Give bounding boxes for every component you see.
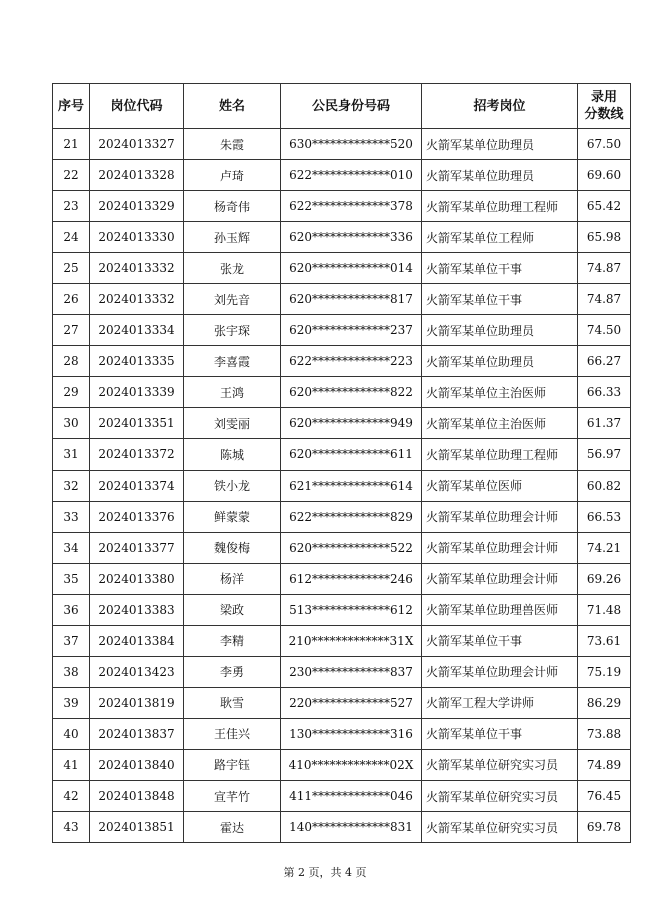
- cell-name: 耿雪: [184, 687, 281, 718]
- cell-score: 60.82: [578, 470, 631, 501]
- cell-position: 火箭军某单位干事: [422, 284, 578, 315]
- cell-name: 鲜蒙蒙: [184, 501, 281, 532]
- cell-name: 宣芊竹: [184, 780, 281, 811]
- table-row: [53, 222, 631, 253]
- table-row: [53, 594, 631, 625]
- cell-score: 74.87: [578, 284, 631, 315]
- table-row: [53, 439, 631, 470]
- cell-score: 56.97: [578, 439, 631, 470]
- cell-name: 李喜霞: [184, 346, 281, 377]
- cell-position: 火箭军某单位助理兽医师: [422, 594, 578, 625]
- cell-post-code: 2024013334: [90, 315, 184, 346]
- header-score-line2: 分数线: [584, 107, 624, 122]
- cell-position: 火箭军某单位助理会计师: [422, 656, 578, 687]
- page-footer: 第 2 页，共 4 页: [283, 866, 367, 879]
- cell-id-number: 622*************378: [281, 191, 422, 222]
- cell-name: 杨洋: [184, 563, 281, 594]
- cell-score: 69.26: [578, 563, 631, 594]
- table-row: [53, 377, 631, 408]
- cell-position: 火箭军某单位研究实习员: [422, 749, 578, 780]
- cell-score: 65.42: [578, 191, 631, 222]
- cell-seq: 42: [53, 780, 90, 811]
- cell-score: 66.33: [578, 377, 631, 408]
- cell-id-number: 620*************822: [281, 377, 422, 408]
- cell-position: 火箭军某单位助理会计师: [422, 501, 578, 532]
- cell-post-code: 2024013372: [90, 439, 184, 470]
- table-row: [53, 160, 631, 191]
- cell-name: 铁小龙: [184, 470, 281, 501]
- cell-id-number: 230*************837: [281, 656, 422, 687]
- cell-name: 张龙: [184, 253, 281, 284]
- cell-name: 卢琦: [184, 160, 281, 191]
- cell-id-number: 140*************831: [281, 812, 422, 843]
- cell-seq: 40: [53, 718, 90, 749]
- cell-id-number: 620*************522: [281, 532, 422, 563]
- table-row: [53, 656, 631, 687]
- cell-post-code: 2024013380: [90, 563, 184, 594]
- cell-position: 火箭军某单位助理员: [422, 315, 578, 346]
- header-position: 招考岗位: [422, 84, 578, 129]
- cell-seq: 26: [53, 284, 90, 315]
- cell-post-code: 2024013339: [90, 377, 184, 408]
- header-id-number: 公民身份号码: [281, 84, 422, 129]
- cell-post-code: 2024013384: [90, 625, 184, 656]
- cell-score: 86.29: [578, 687, 631, 718]
- cell-score: 74.50: [578, 315, 631, 346]
- cell-score: 73.88: [578, 718, 631, 749]
- cell-seq: 37: [53, 625, 90, 656]
- cell-id-number: 620*************611: [281, 439, 422, 470]
- cell-id-number: 630*************520: [281, 129, 422, 160]
- header-score: [578, 84, 631, 129]
- table-row: [53, 408, 631, 439]
- cell-id-number: 622*************223: [281, 346, 422, 377]
- cell-id-number: 620*************336: [281, 222, 422, 253]
- table-row: [53, 346, 631, 377]
- cell-id-number: 620*************014: [281, 253, 422, 284]
- cell-post-code: 2024013332: [90, 253, 184, 284]
- cell-position: 火箭军某单位医师: [422, 470, 578, 501]
- cell-id-number: 210*************31X: [281, 625, 422, 656]
- cell-post-code: 2024013328: [90, 160, 184, 191]
- cell-name: 王鸿: [184, 377, 281, 408]
- cell-name: 霍达: [184, 812, 281, 843]
- cell-name: 王佳兴: [184, 718, 281, 749]
- table-row: [53, 532, 631, 563]
- cell-score: 66.53: [578, 501, 631, 532]
- table-row: [53, 625, 631, 656]
- cell-position: 火箭军某单位干事: [422, 253, 578, 284]
- cell-position: 火箭军某单位研究实习员: [422, 780, 578, 811]
- cell-score: 66.27: [578, 346, 631, 377]
- table-row: [53, 191, 631, 222]
- header-name: 姓名: [184, 84, 281, 129]
- cell-seq: 32: [53, 470, 90, 501]
- cell-seq: 39: [53, 687, 90, 718]
- cell-score: 74.89: [578, 749, 631, 780]
- cell-post-code: 2024013377: [90, 532, 184, 563]
- cell-score: 75.19: [578, 656, 631, 687]
- cell-seq: 23: [53, 191, 90, 222]
- cell-post-code: 2024013329: [90, 191, 184, 222]
- cell-id-number: 621*************614: [281, 470, 422, 501]
- cell-seq: 35: [53, 563, 90, 594]
- cell-position: 火箭军某单位干事: [422, 718, 578, 749]
- cell-post-code: 2024013848: [90, 780, 184, 811]
- table-header-row: [53, 84, 631, 129]
- header-seq: 序号: [53, 84, 90, 129]
- cell-post-code: 2024013851: [90, 812, 184, 843]
- cell-position: 火箭军某单位主治医师: [422, 377, 578, 408]
- table-row: [53, 718, 631, 749]
- cell-post-code: 2024013837: [90, 718, 184, 749]
- cell-position: 火箭军某单位助理员: [422, 160, 578, 191]
- cell-name: 魏俊梅: [184, 532, 281, 563]
- cell-position: 火箭军工程大学讲师: [422, 687, 578, 718]
- cell-position: 火箭军某单位助理会计师: [422, 532, 578, 563]
- cell-id-number: 620*************817: [281, 284, 422, 315]
- cell-score: 76.45: [578, 780, 631, 811]
- cell-id-number: 513*************612: [281, 594, 422, 625]
- cell-score: 74.21: [578, 532, 631, 563]
- cell-post-code: 2024013376: [90, 501, 184, 532]
- table-row: [53, 687, 631, 718]
- cell-name: 陈城: [184, 439, 281, 470]
- table-row: [53, 812, 631, 843]
- cell-seq: 33: [53, 501, 90, 532]
- cell-name: 路宇钰: [184, 749, 281, 780]
- cell-post-code: 2024013383: [90, 594, 184, 625]
- table-row: [53, 749, 631, 780]
- cell-post-code: 2024013332: [90, 284, 184, 315]
- cell-id-number: 620*************949: [281, 408, 422, 439]
- cell-name: 刘雯丽: [184, 408, 281, 439]
- cell-name: 杨奇伟: [184, 191, 281, 222]
- table-row: [53, 470, 631, 501]
- cell-name: 李精: [184, 625, 281, 656]
- cell-id-number: 622*************829: [281, 501, 422, 532]
- cell-score: 69.60: [578, 160, 631, 191]
- table-row: [53, 315, 631, 346]
- cell-id-number: 411*************046: [281, 780, 422, 811]
- cell-name: 梁政: [184, 594, 281, 625]
- table-row: [53, 253, 631, 284]
- table-row: [53, 563, 631, 594]
- cell-post-code: 2024013335: [90, 346, 184, 377]
- cell-position: 火箭军某单位助理会计师: [422, 563, 578, 594]
- score-table-container: [52, 83, 631, 843]
- header-post-code: 岗位代码: [90, 84, 184, 129]
- table-row: [53, 780, 631, 811]
- cell-score: 65.98: [578, 222, 631, 253]
- cell-id-number: 130*************316: [281, 718, 422, 749]
- cell-score: 61.37: [578, 408, 631, 439]
- cell-name: 刘先音: [184, 284, 281, 315]
- cell-position: 火箭军某单位助理员: [422, 129, 578, 160]
- table-body: [53, 129, 631, 843]
- cell-id-number: 622*************010: [281, 160, 422, 191]
- cell-seq: 21: [53, 129, 90, 160]
- cell-position: 火箭军某单位主治医师: [422, 408, 578, 439]
- cell-position: 火箭军某单位助理工程师: [422, 439, 578, 470]
- cell-name: 朱霞: [184, 129, 281, 160]
- cell-position: 火箭军某单位助理员: [422, 346, 578, 377]
- header-score-line1: 录用: [590, 90, 617, 105]
- cell-name: 张宇琛: [184, 315, 281, 346]
- cell-seq: 43: [53, 812, 90, 843]
- score-table: [52, 83, 631, 843]
- cell-seq: 30: [53, 408, 90, 439]
- cell-score: 73.61: [578, 625, 631, 656]
- cell-seq: 36: [53, 594, 90, 625]
- cell-post-code: 2024013840: [90, 749, 184, 780]
- cell-seq: 25: [53, 253, 90, 284]
- cell-post-code: 2024013330: [90, 222, 184, 253]
- cell-post-code: 2024013819: [90, 687, 184, 718]
- cell-seq: 34: [53, 532, 90, 563]
- cell-seq: 22: [53, 160, 90, 191]
- cell-score: 71.48: [578, 594, 631, 625]
- cell-seq: 31: [53, 439, 90, 470]
- cell-score: 74.87: [578, 253, 631, 284]
- cell-post-code: 2024013351: [90, 408, 184, 439]
- cell-score: 67.50: [578, 129, 631, 160]
- cell-score: 69.78: [578, 812, 631, 843]
- cell-seq: 27: [53, 315, 90, 346]
- cell-id-number: 620*************237: [281, 315, 422, 346]
- cell-post-code: 2024013327: [90, 129, 184, 160]
- cell-id-number: 220*************527: [281, 687, 422, 718]
- cell-post-code: 2024013423: [90, 656, 184, 687]
- table-row: [53, 284, 631, 315]
- cell-id-number: 612*************246: [281, 563, 422, 594]
- cell-seq: 29: [53, 377, 90, 408]
- cell-name: 李勇: [184, 656, 281, 687]
- table-row: [53, 501, 631, 532]
- cell-seq: 24: [53, 222, 90, 253]
- cell-id-number: 410*************02X: [281, 749, 422, 780]
- cell-name: 孙玉辉: [184, 222, 281, 253]
- cell-seq: 28: [53, 346, 90, 377]
- cell-seq: 41: [53, 749, 90, 780]
- cell-position: 火箭军某单位干事: [422, 625, 578, 656]
- cell-position: 火箭军某单位研究实习员: [422, 812, 578, 843]
- cell-post-code: 2024013374: [90, 470, 184, 501]
- cell-seq: 38: [53, 656, 90, 687]
- table-row: [53, 129, 631, 160]
- cell-position: 火箭军某单位工程师: [422, 222, 578, 253]
- cell-position: 火箭军某单位助理工程师: [422, 191, 578, 222]
